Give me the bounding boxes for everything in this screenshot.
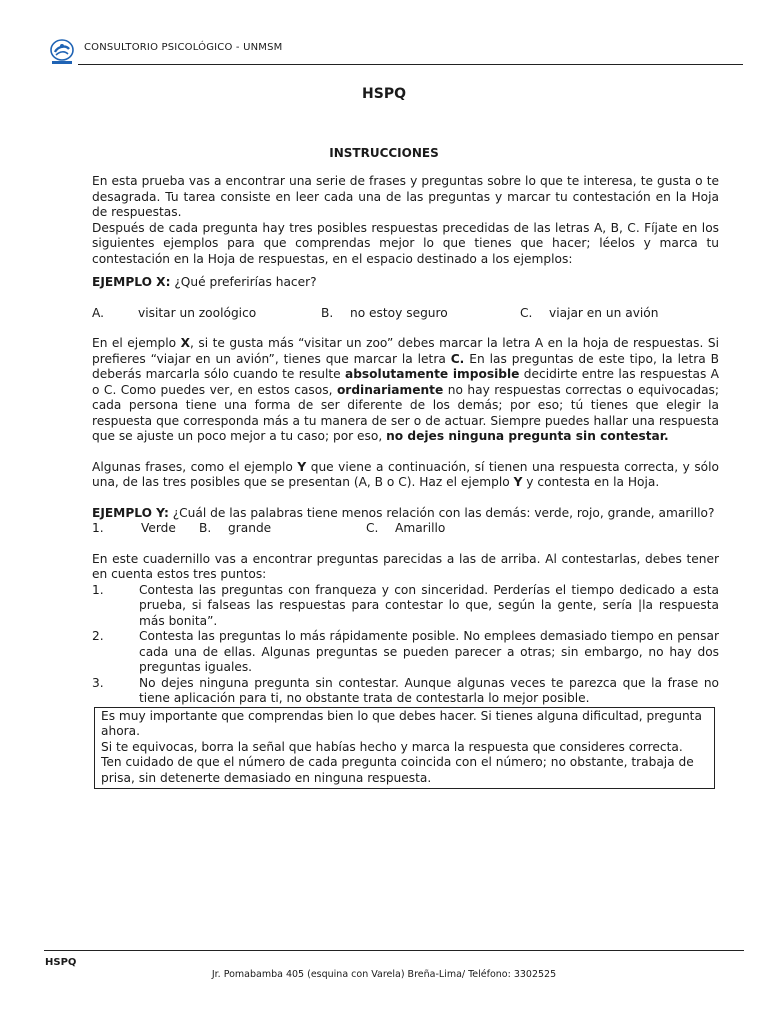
paragraph-three-points-intro: En este cuadernillo vas a encontrar preguntas parecidas a las de arriba. Al contestarlas, debes tener en cuenta estos tres puntos: bbox=[92, 551, 719, 581]
paragraph-example-y-intro: Algunas frases, como el ejemplo Y que viene a continuación, sí tienen una respuesta correcta, y sólo una, de las tres posibles que se presentan (A, B o C). Haz el ejemplo Y y contesta en la Hoja. bbox=[92, 459, 719, 489]
list-item: 3. No dejes ninguna pregunta sin contestar. Aunque algunas veces te parezca que la frase no tiene aplicación para ti, no obstante trata de contestarla lo mejor posible. bbox=[92, 675, 719, 705]
paragraph-example-x-explanation: En el ejemplo X, si te gusta más “visitar un zoo” debes marcar la letra A en la hoja de respuestas. Si prefieres “viajar en un avión”, tienes que marcar la letra C. En las preguntas de este tipo, la letra B deberás marcarla sólo cuando te resulte absolutamente imposible decidirte entre las respuestas A o C. Como puedes ver, en estos casos, ordinariamente no hay respuestas correctas o equivocadas; cada persona tiene una forma de ser diferente de los demás; por eso; tú tienes que elegir la respuesta que corresponda más a tu manera de ser o de actuar. Siempre puedes hallar una respuesta que se ajuste un poco mejor a tu caso; por eso, no dejes ninguna pregunta sin contestar. bbox=[92, 336, 720, 443]
page-title: HSPQ bbox=[362, 86, 406, 102]
notice-line: Es muy importante que comprendas bien lo que debes hacer. Si tienes alguna dificultad, pregunta ahora. bbox=[101, 708, 702, 738]
points-list bbox=[92, 583, 719, 707]
header-organization: CONSULTORIO PSICOLÓGICO - UNMSM bbox=[84, 42, 283, 53]
option-b-text: no estoy seguro bbox=[350, 305, 448, 320]
example-y-label: EJEMPLO Y: bbox=[92, 505, 169, 520]
example-y-options bbox=[92, 521, 719, 537]
option-c-text: Amarillo bbox=[395, 521, 446, 535]
option-1-text: Verde bbox=[141, 521, 176, 535]
example-x-options bbox=[92, 306, 719, 322]
list-item: 2. Contesta las preguntas lo más rápidamente posible. No emplees demasiado tiempo en pensar cada una de ellas. Algunas preguntas se pueden parecer a otras; sin embargo, no hay dos preguntas iguales. bbox=[92, 629, 719, 674]
option-c-letter: C. bbox=[520, 305, 533, 320]
paragraph-options-explained: Después de cada pregunta hay tres posibles respuestas precedidas de las letras A, B, C. Fíjate en los siguientes ejemplos para que comprendas mejor lo que tienes que hacer; léelos y marca tu contestación en la Hoja de respuestas, en el espacio destinado a los ejemplos: bbox=[92, 220, 719, 266]
option-1-number: 1. bbox=[92, 521, 104, 535]
option-b-letter: B. bbox=[321, 305, 334, 320]
example-x-question: ¿Qué preferirías hacer? bbox=[170, 275, 317, 289]
instructions-body bbox=[92, 174, 719, 789]
section-title: INSTRUCCIONES bbox=[329, 146, 439, 160]
option-a-text: visitar un zoológico bbox=[138, 305, 257, 320]
paragraph-intro: En esta prueba vas a encontrar una serie de frases y preguntas sobre lo que te interesa, te gusta o te desagrada. Tu tarea consiste en leer cada una de las preguntas y marcar tu contestación en la Hoja de respuestas. bbox=[92, 174, 719, 219]
option-b-text: grande bbox=[228, 521, 272, 535]
example-y-question: ¿Cuál de las palabras tiene menos relación con las demás: verde, rojo, grande, amarillo? bbox=[168, 505, 715, 520]
footer-address: Jr. Pomabamba 405 (esquina con Varela) Breña-Lima/ Teléfono: 3302525 bbox=[211, 969, 557, 980]
option-c-letter: C. bbox=[366, 521, 379, 535]
example-y bbox=[92, 506, 719, 522]
option-a-letter: A. bbox=[92, 305, 104, 320]
notice-line: Si te equivocas, borra la señal que habías hecho y marca la respuesta que consideres correcta. bbox=[101, 739, 683, 754]
option-c-text: viajar en un avión bbox=[549, 305, 659, 320]
example-x-label: EJEMPLO X: bbox=[92, 275, 171, 289]
option-b-letter: B. bbox=[199, 521, 212, 535]
notice-line: Ten cuidado de que el número de cada pregunta coincida con el número; no obstante, trabaja de prisa, sin detenerte demasiado en ninguna respuesta. bbox=[101, 755, 694, 785]
footer-test-code: HSPQ bbox=[45, 957, 77, 968]
header-divider bbox=[78, 64, 743, 65]
unmsm-logo-icon bbox=[46, 37, 78, 67]
example-x bbox=[92, 275, 719, 291]
footer-divider bbox=[44, 950, 744, 951]
list-item: 1. Contesta las preguntas con franqueza y con sinceridad. Perderías el tiempo dedicado a esta prueba, si falseas las respuestas para contestar lo que, según la gente, sería |la respuesta más bonita”. bbox=[92, 582, 719, 628]
important-notice-box bbox=[94, 707, 715, 790]
page-header bbox=[44, 37, 744, 67]
